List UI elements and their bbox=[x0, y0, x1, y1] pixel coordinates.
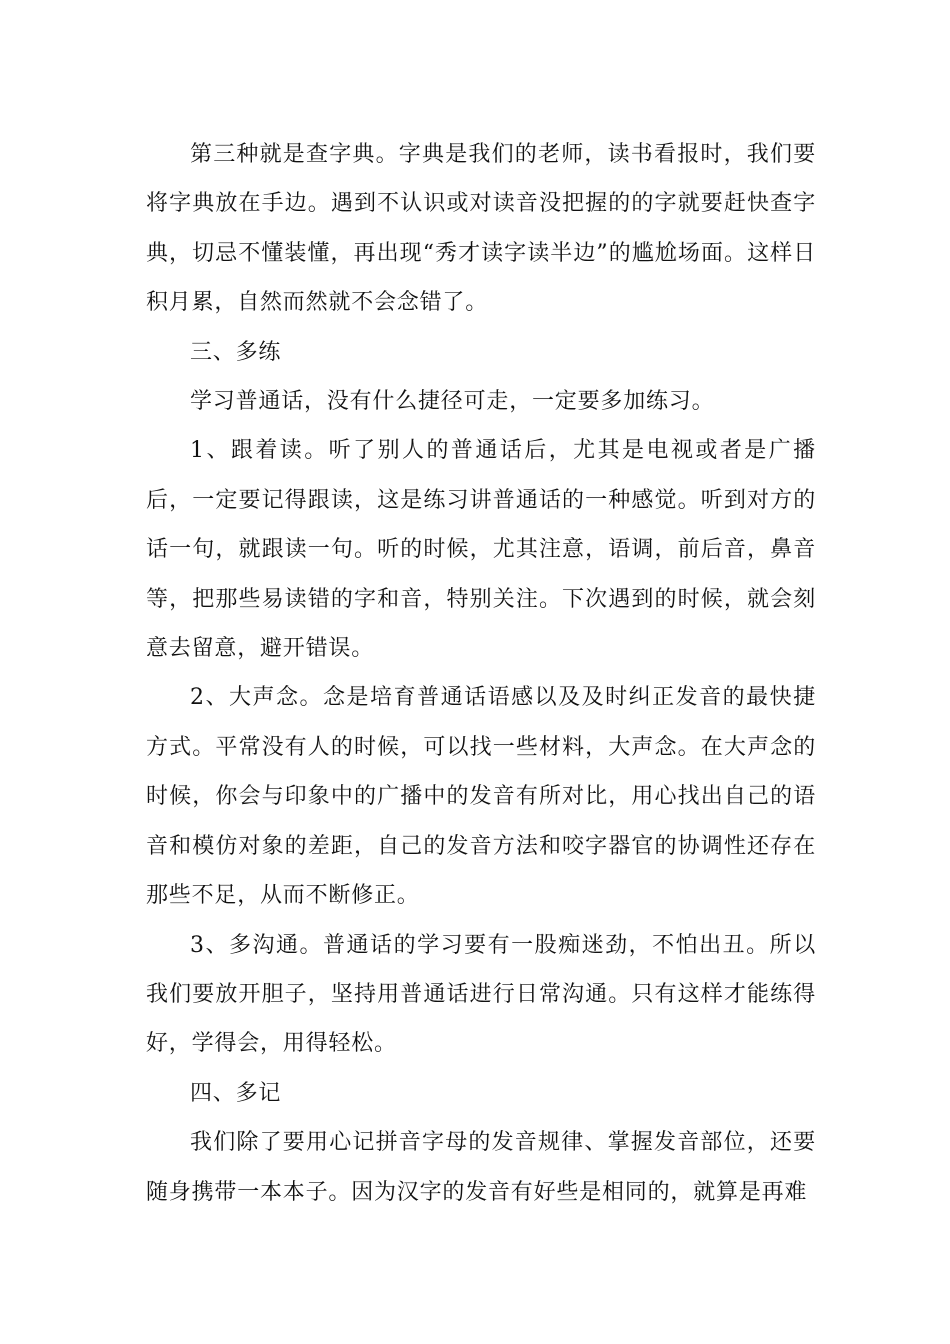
paragraph-remember: 我们除了要用心记拼音字母的发音规律、掌握发音部位，还要随身携带一本本子。因为汉字的发音有好些是相同的，就算是再难 bbox=[146, 1130, 816, 1205]
paragraph-read-aloud: 2、大声念。念是培育普通话语感以及及时纠正发音的最快捷方式。平常没有人的时候，可以找一些材料，大声念。在大声念的时候，你会与印象中的广播中的发音有所对比，用心找出自己的语音和模仿对象的差距，自己的发音方法和咬字器官的协调性还存在那些不足，从而不断修正。 bbox=[146, 685, 816, 909]
paragraph-communicate: 3、多沟通。普通话的学习要有一股痴迷劲，不怕出丑。所以我们要放开胆子，坚持用普通话进行日常沟通。只有这样才能练得好，学得会，用得轻松。 bbox=[146, 932, 816, 1057]
paragraph-practice-intro: 学习普通话，没有什么捷径可走，一定要多加练习。 bbox=[190, 389, 715, 415]
heading-remember-more: 四、多记 bbox=[190, 1080, 282, 1106]
paragraph-follow-reading: 1、跟着读。听了别人的普通话后，尤其是电视或者是广播后，一定要记得跟读，这是练习讲普通话的一种感觉。听到对方的话一句，就跟读一句。听的时候，尤其注意，语调，前后音，鼻音等，把那些易读错的字和音，特别关注。下次遇到的时候，就会刻意去留意，避开错误。 bbox=[146, 438, 816, 662]
paragraph-dictionary: 第三种就是查字典。字典是我们的老师，读书看报时，我们要将字典放在手边。遇到不认识或对读音没把握的的字就要赶快查字典，切忌不懂装懂，再出现“秀才读字读半边”的尴尬场面。这样日积月累，自然而然就不会念错了。 bbox=[146, 142, 816, 316]
document-body bbox=[146, 130, 816, 1217]
heading-practice-more: 三、多练 bbox=[190, 339, 282, 365]
